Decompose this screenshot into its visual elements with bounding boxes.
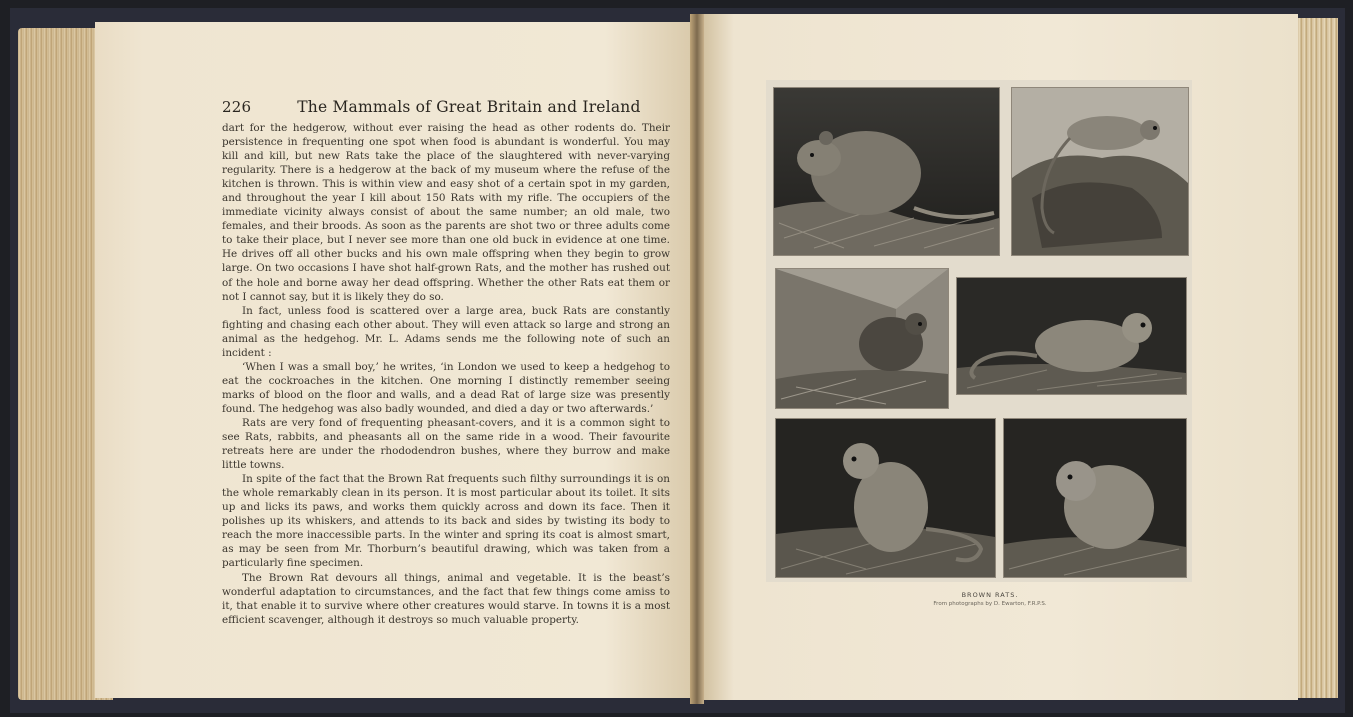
paragraph: ‘When I was a small boy,’ he writes, ‘in London we used to keep a hedgehog to eat the cockroaches in the kitchen. One morning I distinctly remember seeing marks of blood on the floor and walls, and a dead Rat of large size was presently found. The hedgehog was also badly wounded, and died a day or two afterwards.’ (222, 360, 670, 415)
running-title: The Mammals of Great Britain and Ireland (297, 98, 641, 116)
page-header (222, 98, 662, 116)
paragraph: In spite of the fact that the Brown Rat frequents such filthy surroundings it is on the whole remarkably clean in its person. It is most particular about its toilet. It sits up and licks its paws, and works them quickly across and down its face. Then it polishes up its whiskers, and attends to its back and sides by twisting its body to reach the more inaccessible parts. In the winter and spring its coat is almost smart, as may be seen from Mr. Thorburn’s beautiful drawing, which was taken from a particularly fine specimen. (222, 473, 670, 570)
paragraph: dart for the hedgerow, without ever raising the head as other rodents do. Their persistence in frequenting one spot when food is abundant is wonderful. You may kill and kill, but new Rats take the place of the slaughtered with never-varying regularity. There is a hedgerow at the back of my museum where the refuse of the kitchen is thrown. This is within view and easy shot of a certain spot in my garden, and throughout the year I kill about 150 Rats with my rifle. The occupiers of the immediate vicinity always consist of about the same number; an old male, two females, and their broods. As soon as the parents are shot two or three adults come to take their place, but I never see more than one old buck in evidence at one time. He drives off all other bucks and his own male offspring when they begin to grow large. On two occasions I have shot half-grown Rats, and the mother has rushed out of the hole and borne away her dead offspring. Whether the other Rats eat them or not I cannot say, but it is likely they do so. (222, 122, 670, 303)
photo-rat-on-rock (1011, 87, 1189, 256)
photo-rat-stretching (956, 277, 1187, 395)
page-number: 226 (222, 98, 252, 116)
paragraph: Rats are very fond of frequenting pheasant-covers, and it is a common sight to see Rats, rabbits, and pheasants all on the same ride in a wood. Their favourite retreats here are under the rhododendron bushes, where they burrow and make little towns. (222, 416, 670, 472)
rat-photo-image (957, 278, 1186, 394)
photo-rat-eating (1003, 418, 1187, 578)
rat-photo-image (776, 419, 995, 577)
plate-caption-title: BROWN RATS. (961, 591, 1019, 599)
paragraph: In fact, unless food is scattered over a large area, buck Rats are constantly fighting and chasing each other about. They will even attack so large and strong an animal as the hedgehog. Mr. L. Adams sends me the following note of such an incident : (222, 304, 670, 359)
plate-caption (880, 591, 1100, 607)
paragraph: The Brown Rat devours all things, animal and vegetable. It is the beast’s wonderful adaptation to circumstances, and the fact that few things come amiss to it, that enable it to survive where other creatures would starve. In towns it is a most efficient scavenger, although it destroys so much valuable property. (222, 571, 670, 626)
rat-photo-image (774, 88, 999, 255)
rat-photo-image (1004, 419, 1186, 577)
plate-caption-credit: From photographs by D. Ewarton, F.R.P.S. (933, 601, 1047, 607)
photo-rat-crouching (773, 87, 1000, 256)
book-gutter (690, 14, 704, 704)
photo-rat-grooming (775, 418, 996, 578)
photo-rat-in-corner (775, 268, 949, 409)
rat-photo-image (1012, 88, 1188, 255)
rat-photo-image (776, 269, 948, 408)
body-text (222, 121, 670, 627)
